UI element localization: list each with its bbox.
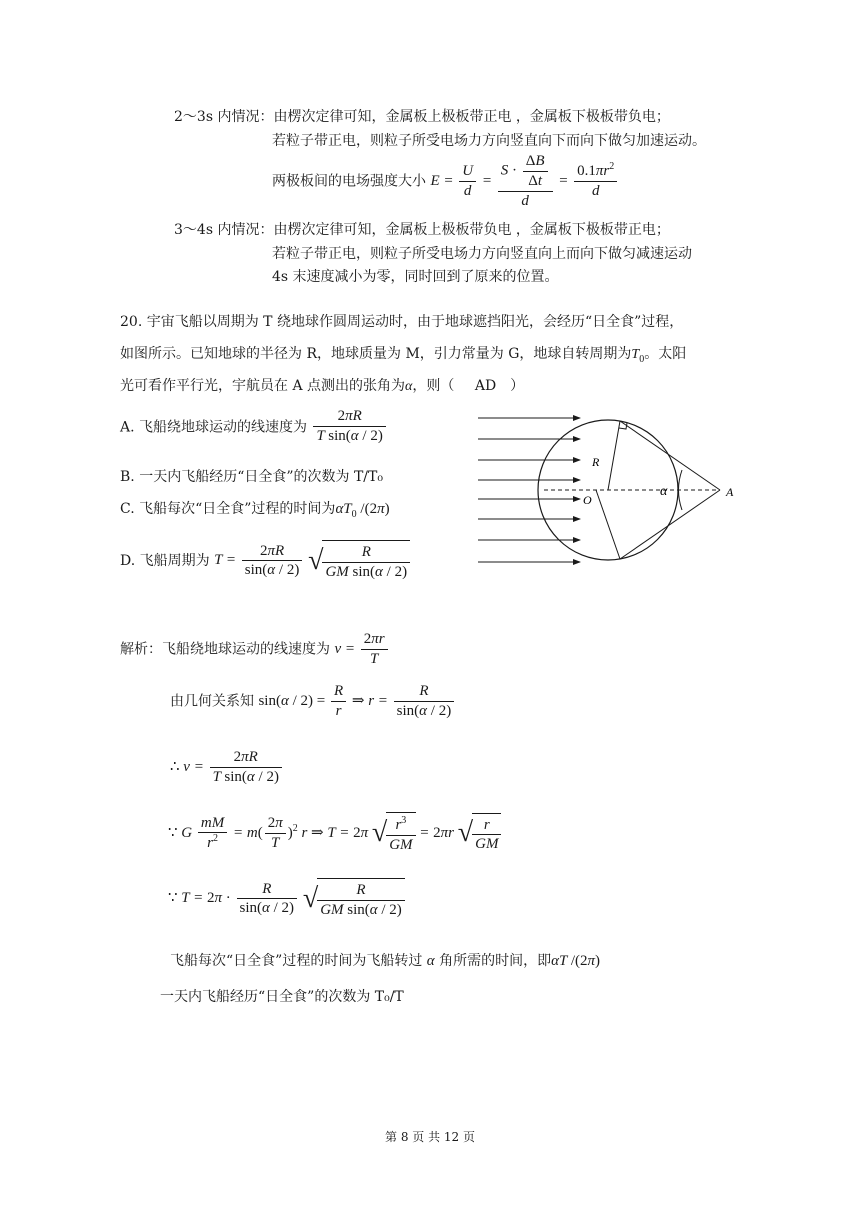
formula-a: $\frac{2\pi R}{\text{T sin(α / 2)}}$ (313, 407, 385, 446)
solution-line-3 (170, 748, 284, 787)
formula-c: $\alpha T_0$ /(2π) (335, 501, 390, 520)
math-alpha: α (405, 379, 413, 394)
text-label: 光可看作平行光，宇航员在 A 点测出的张角为 (120, 378, 406, 394)
label-alpha: α (660, 484, 668, 499)
text-line: 4s 末速度减小为零，同时回到了原来的位置。 (272, 269, 559, 285)
text-label: ） (510, 378, 525, 394)
formula-e: E = $\frac{U}{d}$ = S · $\frac{\Delta B}{\Delta t}$ d = $\frac{0.1\pi r^2}{d}$ (430, 173, 619, 189)
option-a (120, 407, 388, 446)
text-label: 两极板间的电场强度大小 (272, 173, 426, 190)
text-line: 若粒子带正电，则粒子所受电场力方向竖直向下而向下做匀加速运动。 (272, 133, 706, 149)
field-strength-line (272, 152, 619, 210)
formula-v: v = $\frac{2\pi r}{T}$ (334, 641, 389, 657)
answer-text: AD (474, 378, 497, 394)
page-footer: 第 8 页 共 12 页 (385, 1130, 475, 1144)
math-t0: $T_0$ (631, 347, 645, 365)
option-label: C. 飞船每次“日全食”过程的时间为 (120, 501, 336, 517)
option-c (120, 498, 390, 520)
label-r: R (592, 455, 600, 469)
formula-t-result: ∵ T = 2π · $\frac{R}{\sin(\alpha / 2)}$ √ $\frac{R}{\text{GM sin(α / 2)}}$ (168, 890, 405, 906)
text-line: 3～4s 内情况：由楞次定律可知，金属板上极板带负电 ，金属板下极板带正电； (174, 222, 670, 238)
solution-line-7: 一天内飞船经历“日全食”的次数为 T₀/T (160, 989, 404, 1005)
question-line (120, 375, 524, 395)
option-b: B. 一天内飞船经历“日全食”的次数为 T/T₀ (120, 469, 383, 485)
question-line (120, 343, 686, 365)
sunlight-rays (478, 418, 580, 562)
label-a: A (726, 485, 734, 499)
option-d (120, 540, 410, 582)
text-label: 由几何关系知 (170, 693, 254, 710)
option-label: D. 飞船周期为 (120, 553, 210, 570)
radius-line (608, 421, 620, 490)
right-angle-mark (619, 423, 627, 429)
text-line: 2～3s 内情况：由楞次定律可知，金属板上极板带正电 ，金属板下极板带负电； (174, 109, 670, 125)
question-line: 20. 宇宙飞船以周期为 T 绕地球作圆周运动时，由于地球遮挡阳光，会经历“日全食”过程， (120, 314, 684, 330)
math-alpha: α (426, 953, 435, 969)
text-label: ，则（ (412, 378, 455, 394)
chord-line (596, 490, 620, 559)
tangent-upper (620, 421, 720, 490)
solution-line-5 (168, 878, 405, 920)
tangent-lower (620, 490, 720, 559)
solution-line-4 (168, 812, 501, 855)
formula-v-result: ∴ v = $\frac{2\pi R}{\text{T sin(α / 2)}}$ (170, 759, 284, 775)
label-o: O (583, 493, 592, 507)
formula-gravity: ∵ G $\frac{mM}{r^2}$ = m( $\frac{2\pi}{T}$ )$^2$ r ⇒ T = 2π √ $\frac{r^3}{GM}$ = 2πr √ $\frac{r}{GM}$ (168, 825, 501, 841)
solution-line-6 (170, 950, 600, 970)
solution-line-1 (120, 630, 390, 669)
text-line: 若粒子带正电，则粒子所受电场力方向竖直向上而向下做匀减速运动 (272, 246, 692, 262)
text-label: 飞船每次“日全食”过程的时间为飞船转过 (170, 953, 423, 969)
formula-geometry: sin(α / 2) = $\frac{R}{r}$ ⇒ r = $\frac{R}{\sin(\alpha / 2)}$ (258, 693, 456, 709)
formula-eclipse-time: αT /(2π) (551, 953, 600, 969)
eclipse-diagram (470, 410, 750, 580)
text-label: 角所需的时间，即 (439, 953, 552, 969)
text-label: 如图所示。已知地球的半径为 R，地球质量为 M，引力常量为 G，地球自转周期为 (120, 346, 632, 362)
text-label: 。太阳 (644, 346, 687, 362)
formula-d: T = $\frac{2\pi R}{\sin(\alpha / 2)}$ √ $\frac{R}{\text{GM sin(α / 2)}}$ (214, 552, 410, 568)
option-label: A. 飞船绕地球运动的线速度为 (120, 419, 308, 436)
text-label: 解析：飞船绕地球运动的线速度为 (120, 641, 330, 658)
solution-line-2 (170, 682, 456, 721)
